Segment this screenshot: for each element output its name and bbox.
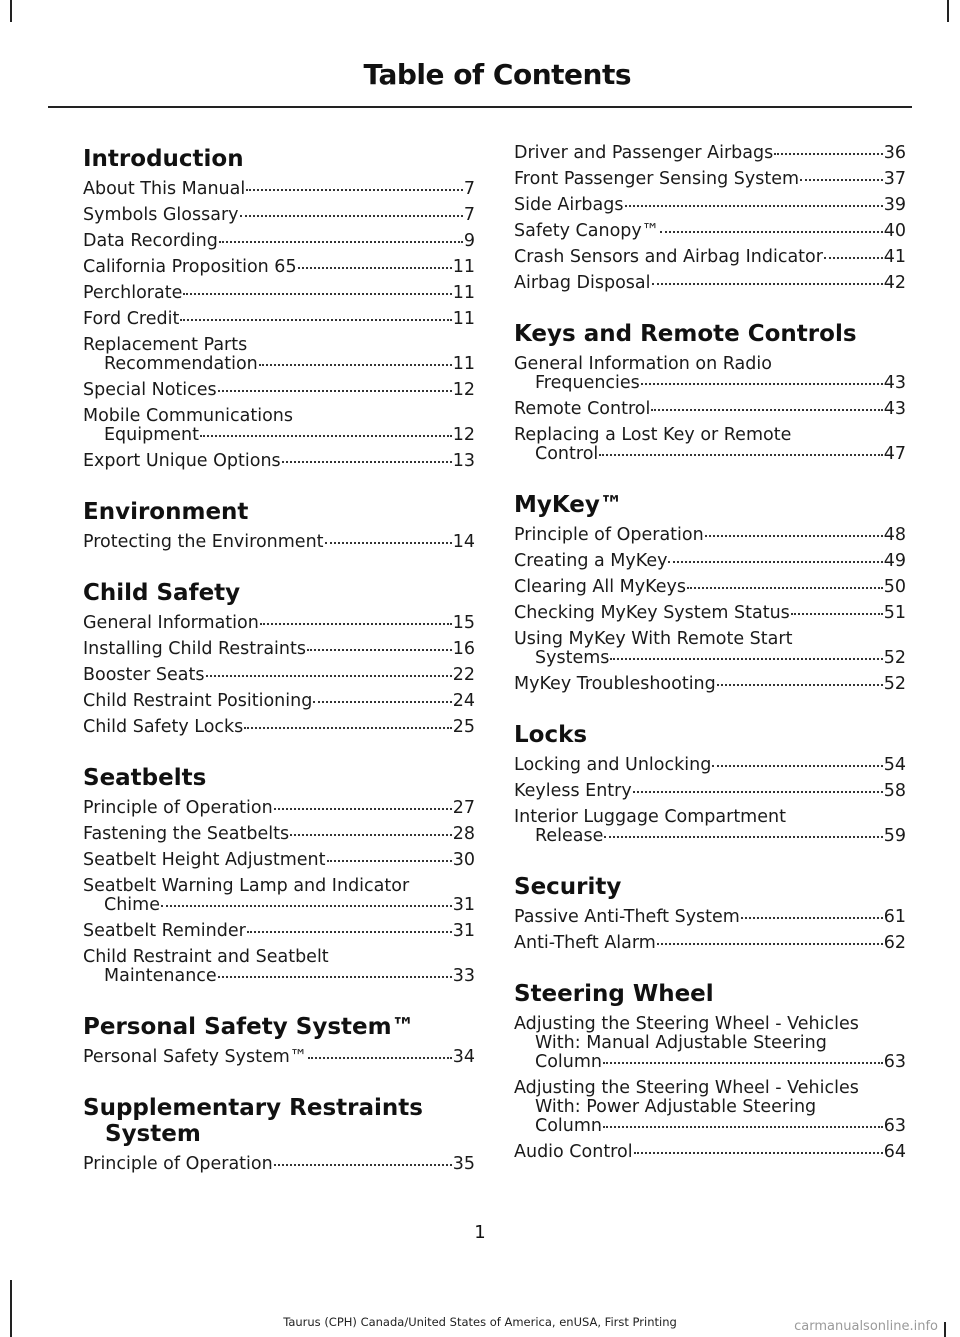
dot-leader <box>791 613 883 615</box>
toc-section <box>83 759 475 986</box>
toc-entry[interactable] <box>514 144 906 163</box>
section-heading-line: Steering Wheel <box>514 981 714 1007</box>
toc-entry[interactable] <box>83 284 475 303</box>
toc-entry[interactable] <box>83 533 475 552</box>
toc-entry-title: Child Restraint Positioning <box>83 691 313 711</box>
toc-entry-title: Safety Canopy™ <box>514 221 660 241</box>
toc-entry[interactable] <box>83 614 475 633</box>
toc-entry[interactable] <box>514 908 906 927</box>
section-heading <box>83 493 475 525</box>
section-heading <box>83 759 475 791</box>
dot-leader <box>247 931 452 933</box>
toc-section <box>83 140 475 471</box>
toc-entry-page: 54 <box>883 755 906 775</box>
toc-right-column <box>514 144 906 1169</box>
dot-leader <box>183 293 451 295</box>
toc-entry-page: 63 <box>883 1052 906 1072</box>
dot-leader <box>200 435 452 437</box>
dot-leader <box>260 623 452 625</box>
toc-entry-title: Crash Sensors and Airbag Indicator <box>514 247 823 267</box>
dot-leader <box>218 390 452 392</box>
toc-entry-title: Export Unique Options <box>83 451 281 471</box>
dot-leader <box>218 976 452 978</box>
toc-entry-title: Adjusting the Steering Wheel - Vehicles <box>514 1014 859 1034</box>
toc-section <box>514 315 906 464</box>
toc-entry-page: 37 <box>883 169 906 189</box>
toc-entry-page: 14 <box>452 532 475 552</box>
toc-entry[interactable] <box>514 400 906 419</box>
dot-leader <box>712 765 882 767</box>
toc-entry-page: 30 <box>452 850 475 870</box>
section-heading-line: System <box>105 1121 201 1147</box>
crop-mark-top-left <box>10 0 12 22</box>
toc-entry-page: 61 <box>883 907 906 927</box>
dot-leader <box>634 1152 883 1154</box>
dot-leader <box>244 727 451 729</box>
toc-entry-title: Fastening the Seatbelts <box>83 824 290 844</box>
toc-entry-title: Special Notices <box>83 380 217 400</box>
toc-entry-title: Adjusting the Steering Wheel - Vehicles <box>514 1078 859 1098</box>
toc-entry[interactable] <box>514 782 906 801</box>
toc-entry-title: About This Manual <box>83 179 246 199</box>
toc-entry[interactable] <box>514 552 906 571</box>
toc-entry[interactable] <box>83 232 475 251</box>
toc-entry-title: Protecting the Environment <box>83 532 324 552</box>
dot-leader <box>274 808 452 810</box>
toc-entry-title: Creating a MyKey <box>514 551 668 571</box>
toc-entry-page: 59 <box>883 826 906 846</box>
dot-leader <box>741 917 883 919</box>
dot-leader <box>327 860 452 862</box>
toc-entry-title: Seatbelt Warning Lamp and Indicator <box>83 876 410 896</box>
toc-entry-title: Driver and Passenger Airbags <box>514 143 774 163</box>
toc-entry-title: Anti-Theft Alarm <box>514 933 656 953</box>
toc-entry-page: 16 <box>452 639 475 659</box>
toc-entry-title: Column <box>535 1116 603 1136</box>
toc-entry-title: With: Power Adjustable Steering <box>535 1097 817 1117</box>
toc-entry-page: 47 <box>883 444 906 464</box>
toc-entry-title: Side Airbags <box>514 195 624 215</box>
toc-entry-title: Symbols Glossary <box>83 205 239 225</box>
toc-entry[interactable] <box>83 407 475 445</box>
toc-entry-page: 11 <box>452 283 475 303</box>
toc-entry[interactable] <box>83 258 475 277</box>
toc-entry[interactable] <box>83 825 475 844</box>
toc-entry-page: 13 <box>452 451 475 471</box>
toc-entry[interactable] <box>514 248 906 267</box>
toc-entry-page: 43 <box>883 373 906 393</box>
toc-entry-page: 52 <box>883 648 906 668</box>
watermark: carmanualsonline.info <box>794 1319 938 1334</box>
footer-text: Taurus (CPH) Canada/United States of America, enUSA, First Printing <box>283 1315 677 1329</box>
toc-entry-page: 62 <box>883 933 906 953</box>
toc-entry-page: 39 <box>883 195 906 215</box>
toc-entry-title: Checking MyKey System Status <box>514 603 790 623</box>
dot-leader <box>325 542 452 544</box>
toc-entry-title: Ford Credit <box>83 309 180 329</box>
toc-entry[interactable] <box>83 1048 475 1067</box>
toc-entry[interactable] <box>83 381 475 400</box>
dot-leader <box>219 241 463 243</box>
toc-entry-page: 11 <box>452 257 475 277</box>
section-heading <box>514 975 906 1007</box>
dot-leader <box>161 905 452 907</box>
toc-entry[interactable] <box>83 877 475 915</box>
toc-entry-page: 49 <box>883 551 906 571</box>
dot-leader <box>717 684 883 686</box>
toc-entry-page: 33 <box>452 966 475 986</box>
toc-entry-title: Principle of Operation <box>83 798 273 818</box>
toc-entry-page: 12 <box>452 425 475 445</box>
dot-leader <box>633 791 883 793</box>
dot-leader <box>668 561 882 563</box>
toc-entry[interactable] <box>514 675 906 694</box>
toc-entry-title: With: Manual Adjustable Steering <box>535 1033 827 1053</box>
toc-entry-page: 43 <box>883 399 906 419</box>
section-heading <box>83 1089 475 1147</box>
toc-entry-title: Interior Luggage Compartment <box>514 807 786 827</box>
toc-section <box>514 975 906 1162</box>
toc-entry-title: Audio Control <box>514 1142 633 1162</box>
section-heading-line: Introduction <box>83 146 244 172</box>
toc-entry[interactable] <box>514 1079 906 1136</box>
dot-leader <box>313 701 451 703</box>
dot-leader <box>282 461 452 463</box>
toc-entry[interactable] <box>83 336 475 374</box>
toc-entry-page: 11 <box>452 354 475 374</box>
toc-section <box>514 144 906 293</box>
dot-leader <box>180 319 451 321</box>
toc-entry-page: 31 <box>452 895 475 915</box>
toc-entry-page: 51 <box>883 603 906 623</box>
header-rule <box>48 106 912 108</box>
toc-entry[interactable] <box>514 934 906 953</box>
toc-entry-title: Mobile Communications <box>83 406 294 426</box>
toc-entry-title: General Information on Radio <box>514 354 772 374</box>
section-heading-line: Personal Safety System™ <box>83 1014 415 1040</box>
dot-leader <box>657 943 883 945</box>
dot-leader <box>660 231 882 233</box>
dot-leader <box>705 535 883 537</box>
toc-section <box>514 486 906 694</box>
section-heading <box>83 574 475 606</box>
toc-entry-title: Maintenance <box>104 966 217 986</box>
toc-entry-title: General Information <box>83 613 259 633</box>
toc-entry[interactable] <box>514 756 906 775</box>
toc-entry-page: 7 <box>463 179 475 199</box>
toc-entry-page: 25 <box>452 717 475 737</box>
dot-leader <box>687 587 883 589</box>
toc-entry[interactable] <box>83 1155 475 1174</box>
toc-entry-page: 36 <box>883 143 906 163</box>
section-heading <box>514 315 906 347</box>
dot-leader <box>298 267 452 269</box>
toc-entry-title: Personal Safety System™ <box>83 1047 308 1067</box>
toc-entry-page: 28 <box>452 824 475 844</box>
dot-leader <box>651 409 882 411</box>
toc-entry-title: Seatbelt Height Adjustment <box>83 850 326 870</box>
toc-section <box>514 716 906 846</box>
toc-section <box>83 493 475 552</box>
toc-entry-title: Control <box>535 444 599 464</box>
toc-entry[interactable] <box>514 196 906 215</box>
toc-entry[interactable] <box>83 206 475 225</box>
dot-leader <box>610 658 882 660</box>
toc-entry[interactable] <box>83 180 475 199</box>
section-heading <box>514 486 906 518</box>
dot-leader <box>599 454 882 456</box>
toc-entry[interactable] <box>514 170 906 189</box>
toc-entry[interactable] <box>514 274 906 293</box>
toc-entry-page: 24 <box>452 691 475 711</box>
toc-left-column <box>83 140 475 1181</box>
toc-entry-page: 7 <box>463 205 475 225</box>
toc-entry-title: Principle of Operation <box>514 525 704 545</box>
toc-entry-page: 27 <box>452 798 475 818</box>
toc-entry[interactable] <box>514 1143 906 1162</box>
toc-entry-page: 34 <box>452 1047 475 1067</box>
toc-entry-page: 15 <box>452 613 475 633</box>
toc-entry[interactable] <box>514 1015 906 1072</box>
toc-entry-title: California Proposition 65 <box>83 257 297 277</box>
toc-entry-page: 31 <box>452 921 475 941</box>
toc-section <box>83 1008 475 1067</box>
toc-entry-page: 9 <box>463 231 475 251</box>
toc-entry-page: 11 <box>452 309 475 329</box>
section-heading <box>514 868 906 900</box>
toc-entry-title: Airbag Disposal <box>514 273 651 293</box>
page-number: 1 <box>474 1222 486 1243</box>
toc-entry[interactable] <box>83 692 475 711</box>
toc-entry[interactable] <box>83 310 475 329</box>
toc-entry-page: 22 <box>452 665 475 685</box>
toc-entry-title: MyKey Troubleshooting <box>514 674 716 694</box>
dot-leader <box>290 834 452 836</box>
toc-entry-page: 40 <box>883 221 906 241</box>
toc-entry[interactable] <box>83 666 475 685</box>
toc-entry-title: Using MyKey With Remote Start <box>514 629 793 649</box>
dot-leader <box>824 257 883 259</box>
dot-leader <box>246 189 463 191</box>
toc-entry[interactable] <box>514 526 906 545</box>
toc-entry-page: 48 <box>883 525 906 545</box>
toc-entry[interactable] <box>83 718 475 737</box>
toc-entry-title: Release <box>535 826 604 846</box>
section-heading-line: Supplementary Restraints <box>83 1095 423 1121</box>
crop-mark-top-right <box>947 0 949 22</box>
toc-entry[interactable] <box>83 922 475 941</box>
toc-entry[interactable] <box>514 808 906 846</box>
toc-entry-page: 58 <box>883 781 906 801</box>
toc-entry-title: Installing Child Restraints <box>83 639 306 659</box>
toc-entry-page: 12 <box>452 380 475 400</box>
dot-leader <box>774 153 883 155</box>
toc-section <box>83 574 475 737</box>
dot-leader <box>240 215 463 217</box>
section-heading <box>83 140 475 172</box>
dot-leader <box>274 1164 452 1166</box>
toc-section <box>83 1089 475 1174</box>
section-heading-line: Environment <box>83 499 249 525</box>
toc-entry-title: Remote Control <box>514 399 651 419</box>
toc-entry-page: 63 <box>883 1116 906 1136</box>
toc-entry-title: Frequencies <box>535 373 640 393</box>
dot-leader <box>641 383 883 385</box>
toc-entry[interactable] <box>514 604 906 623</box>
section-heading-line: Security <box>514 874 622 900</box>
dot-leader <box>307 649 452 651</box>
page-title: Table of Contents <box>363 58 631 91</box>
dot-leader <box>625 205 883 207</box>
section-heading-line: Seatbelts <box>83 765 207 791</box>
section-heading-line: Child Safety <box>83 580 241 606</box>
dot-leader <box>603 1126 883 1128</box>
toc-entry-page: 64 <box>883 1142 906 1162</box>
toc-entry-title: Passive Anti-Theft System <box>514 907 740 927</box>
toc-entry-title: Replacement Parts <box>83 335 248 355</box>
toc-entry[interactable] <box>514 426 906 464</box>
toc-entry-title: Keyless Entry <box>514 781 632 801</box>
section-heading <box>83 1008 475 1040</box>
toc-entry[interactable] <box>514 630 906 668</box>
toc-entry-page: 42 <box>883 273 906 293</box>
toc-entry-title: Systems <box>535 648 610 668</box>
toc-entry[interactable] <box>83 640 475 659</box>
toc-entry-title: Chime <box>104 895 160 915</box>
section-heading-line: Keys and Remote Controls <box>514 321 857 347</box>
toc-entry[interactable] <box>83 851 475 870</box>
dot-leader <box>800 179 883 181</box>
toc-entry-title: Perchlorate <box>83 283 183 303</box>
toc-entry-title: Equipment <box>104 425 199 445</box>
toc-entry-title: Front Passenger Sensing System <box>514 169 800 189</box>
section-heading-line: Locks <box>514 722 588 748</box>
dot-leader <box>603 1062 883 1064</box>
toc-entry-title: Recommendation <box>104 354 258 374</box>
dot-leader <box>652 283 883 285</box>
toc-entry-title: Clearing All MyKeys <box>514 577 686 597</box>
section-heading-line: MyKey™ <box>514 492 623 518</box>
toc-entry[interactable] <box>83 452 475 471</box>
toc-entry[interactable] <box>83 799 475 818</box>
toc-entry-title: Child Restraint and Seatbelt <box>83 947 329 967</box>
dot-leader <box>259 364 452 366</box>
toc-entry-page: 35 <box>452 1154 475 1174</box>
dot-leader <box>604 836 882 838</box>
toc-entry-page: 41 <box>883 247 906 267</box>
toc-entry-title: Seatbelt Reminder <box>83 921 246 941</box>
toc-entry[interactable] <box>514 355 906 393</box>
toc-section <box>514 868 906 953</box>
toc-entry-page: 52 <box>883 674 906 694</box>
dot-leader <box>206 675 452 677</box>
toc-entry-page: 50 <box>883 577 906 597</box>
toc-entry-title: Booster Seats <box>83 665 205 685</box>
toc-entry-title: Data Recording <box>83 231 218 251</box>
toc-entry[interactable] <box>514 578 906 597</box>
dot-leader <box>308 1057 451 1059</box>
toc-entry-title: Column <box>535 1052 603 1072</box>
toc-entry-title: Locking and Unlocking <box>514 755 712 775</box>
toc-entry-title: Replacing a Lost Key or Remote <box>514 425 792 445</box>
toc-entry[interactable] <box>514 222 906 241</box>
section-heading <box>514 716 906 748</box>
toc-entry-title: Principle of Operation <box>83 1154 273 1174</box>
toc-entry[interactable] <box>83 948 475 986</box>
toc-entry-title: Child Safety Locks <box>83 717 244 737</box>
